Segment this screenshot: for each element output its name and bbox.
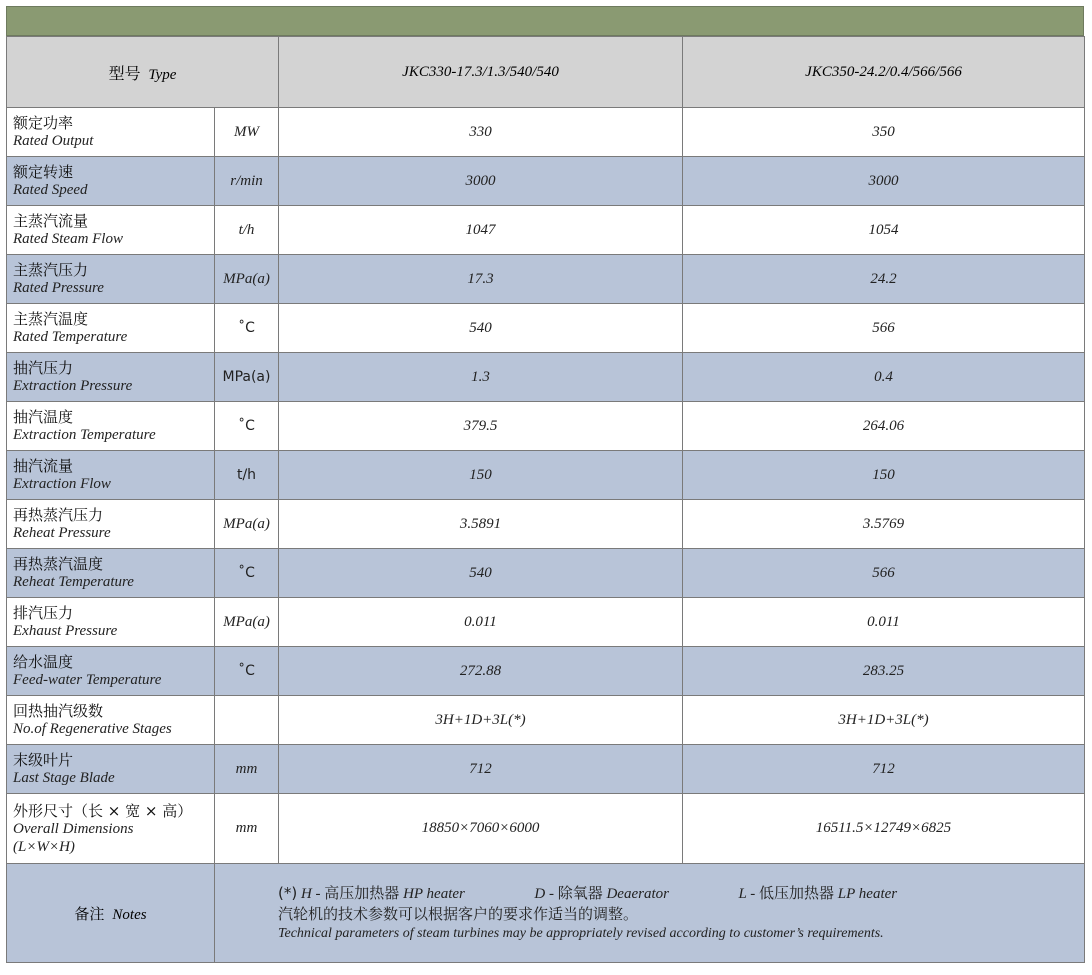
row-value-model-1: 712	[279, 745, 683, 794]
row-label-cell	[7, 157, 215, 206]
table-row	[7, 549, 1085, 598]
row-label-cell	[7, 500, 215, 549]
row-value-model-1: 3.5891	[279, 500, 683, 549]
table-row	[7, 598, 1085, 647]
row-label-cell	[7, 745, 215, 794]
dimensions-label-en2: (L×W×H)	[13, 838, 75, 855]
row-label-en: Rated Pressure	[13, 280, 104, 296]
row-value-model-2: 264.06	[683, 402, 1085, 451]
notes-h-en: HP heater	[403, 885, 465, 902]
model-1-header: JKC330-17.3/1.3/540/540	[279, 37, 683, 108]
row-value-model-1: 3000	[279, 157, 683, 206]
row-label-cell	[7, 598, 215, 647]
row-label-cell	[7, 402, 215, 451]
dimensions-label-zh: 外形尺寸（长 × 宽 × 高）	[13, 801, 193, 820]
row-value-model-1: 0.011	[279, 598, 683, 647]
row-label-en: Rated Steam Flow	[13, 231, 123, 247]
row-label-zh: 抽汽温度	[13, 408, 74, 426]
row-label-zh: 主蒸汽温度	[13, 310, 89, 328]
row-unit: t/h	[215, 451, 279, 500]
notes-line-1	[278, 883, 1084, 904]
spec-rows	[7, 108, 1085, 794]
row-label-zh: 再热蒸汽压力	[13, 506, 104, 524]
row-label-cell	[7, 304, 215, 353]
table-header-bar	[6, 6, 1084, 36]
table-row	[7, 304, 1085, 353]
row-label-cell	[7, 647, 215, 696]
row-unit: MW	[215, 108, 279, 157]
spec-table-container	[6, 6, 1084, 963]
type-label-cell	[7, 37, 279, 108]
row-value-model-1: 379.5	[279, 402, 683, 451]
spec-table	[6, 36, 1085, 963]
model-2-header: JKC350-24.2/0.4/566/566	[683, 37, 1085, 108]
row-label-cell	[7, 549, 215, 598]
row-label-cell	[7, 696, 215, 745]
table-row	[7, 500, 1085, 549]
row-unit: MPa(a)	[215, 353, 279, 402]
row-unit	[215, 696, 279, 745]
row-label-zh: 主蒸汽压力	[13, 261, 89, 279]
notes-label-zh: 备注	[74, 904, 105, 923]
table-row	[7, 451, 1085, 500]
row-label-cell	[7, 206, 215, 255]
row-unit: MPa(a)	[215, 598, 279, 647]
row-label-zh: 抽汽压力	[13, 359, 74, 377]
row-label-zh: 给水温度	[13, 653, 74, 671]
row-value-model-2: 566	[683, 549, 1085, 598]
row-value-model-1: 17.3	[279, 255, 683, 304]
row-value-model-2: 24.2	[683, 255, 1085, 304]
notes-star: (*)	[278, 883, 298, 902]
row-label-zh: 抽汽流量	[13, 457, 74, 475]
row-unit: ˚C	[215, 549, 279, 598]
notes-label-cell	[7, 864, 215, 963]
row-value-model-1: 3H+1D+3L(*)	[279, 696, 683, 745]
row-label-cell	[7, 108, 215, 157]
notes-l-en: LP heater	[837, 885, 898, 902]
row-label-en: Rated Temperature	[13, 329, 128, 345]
row-label-en: Last Stage Blade	[13, 770, 115, 786]
row-label-en: No.of Regenerative Stages	[13, 721, 172, 737]
dimensions-value-1: 18850×7060×6000	[279, 794, 683, 864]
row-unit: MPa(a)	[215, 255, 279, 304]
notes-d-en: Deaerator	[606, 885, 669, 902]
row-label-en: Extraction Temperature	[13, 427, 156, 443]
type-header-row	[7, 37, 1085, 108]
notes-line-2: 汽轮机的技术参数可以根据客户的要求作适当的调整。	[278, 904, 639, 923]
table-row	[7, 206, 1085, 255]
row-value-model-1: 330	[279, 108, 683, 157]
row-label-en: Extraction Pressure	[13, 378, 133, 394]
row-label-zh: 排汽压力	[13, 604, 74, 622]
row-unit: ˚C	[215, 402, 279, 451]
row-label-cell	[7, 353, 215, 402]
row-value-model-2: 566	[683, 304, 1085, 353]
notes-l-zh: 低压加热器	[759, 883, 835, 902]
notes-h-zh: 高压加热器	[324, 883, 400, 902]
row-value-model-2: 3.5769	[683, 500, 1085, 549]
row-label-zh: 主蒸汽流量	[13, 212, 89, 230]
table-row	[7, 647, 1085, 696]
dimensions-label-en: Overall Dimensions	[13, 820, 134, 837]
row-value-model-1: 1.3	[279, 353, 683, 402]
row-value-model-2: 1054	[683, 206, 1085, 255]
dimensions-unit: mm	[215, 794, 279, 864]
row-label-zh: 回热抽汽级数	[13, 702, 104, 720]
notes-line-3: Technical parameters of steam turbines may be appropriately revised according to customer’s requirements.	[278, 925, 884, 941]
notes-d-zh: 除氧器	[557, 883, 603, 902]
row-value-model-1: 540	[279, 304, 683, 353]
table-row	[7, 696, 1085, 745]
row-value-model-2: 150	[683, 451, 1085, 500]
type-label-zh: 型号	[108, 63, 141, 83]
row-label-zh: 末级叶片	[13, 751, 74, 769]
row-unit: r/min	[215, 157, 279, 206]
row-label-en: Rated Speed	[13, 182, 88, 198]
table-row	[7, 402, 1085, 451]
type-label-en: Type	[148, 66, 177, 83]
row-label-cell	[7, 255, 215, 304]
row-label-zh: 额定功率	[13, 114, 74, 132]
table-row	[7, 353, 1085, 402]
notes-row	[7, 864, 1085, 963]
row-unit: mm	[215, 745, 279, 794]
table-row	[7, 157, 1085, 206]
table-row	[7, 255, 1085, 304]
row-value-model-1: 272.88	[279, 647, 683, 696]
row-label-en: Reheat Pressure	[13, 525, 111, 541]
row-label-en: Rated Output	[13, 133, 94, 149]
row-label-en: Extraction Flow	[13, 476, 111, 492]
row-value-model-2: 0.4	[683, 353, 1085, 402]
table-row	[7, 108, 1085, 157]
dimensions-value-2: 16511.5×12749×6825	[683, 794, 1085, 864]
notes-d-key: D -	[534, 885, 558, 902]
notes-label-en: Notes	[112, 906, 147, 923]
row-label-zh: 额定转速	[13, 163, 74, 181]
row-value-model-1: 1047	[279, 206, 683, 255]
row-label-zh: 再热蒸汽温度	[13, 555, 104, 573]
row-value-model-1: 150	[279, 451, 683, 500]
row-value-model-2: 3H+1D+3L(*)	[683, 696, 1085, 745]
notes-l-key: L -	[738, 885, 760, 902]
dimensions-row	[7, 794, 1085, 864]
row-value-model-2: 3000	[683, 157, 1085, 206]
row-label-en: Feed-water Temperature	[13, 672, 162, 688]
row-unit: MPa(a)	[215, 500, 279, 549]
row-unit: ˚C	[215, 647, 279, 696]
row-label-en: Reheat Temperature	[13, 574, 134, 590]
row-unit: t/h	[215, 206, 279, 255]
row-label-cell	[7, 451, 215, 500]
row-value-model-2: 0.011	[683, 598, 1085, 647]
dimensions-label-cell	[7, 794, 215, 864]
row-value-model-1: 540	[279, 549, 683, 598]
row-label-en: Exhaust Pressure	[13, 623, 118, 639]
notes-h-key: H -	[300, 885, 325, 902]
row-value-model-2: 712	[683, 745, 1085, 794]
row-value-model-2: 283.25	[683, 647, 1085, 696]
row-unit: ˚C	[215, 304, 279, 353]
row-value-model-2: 350	[683, 108, 1085, 157]
notes-content-cell	[215, 864, 1085, 963]
table-row	[7, 745, 1085, 794]
